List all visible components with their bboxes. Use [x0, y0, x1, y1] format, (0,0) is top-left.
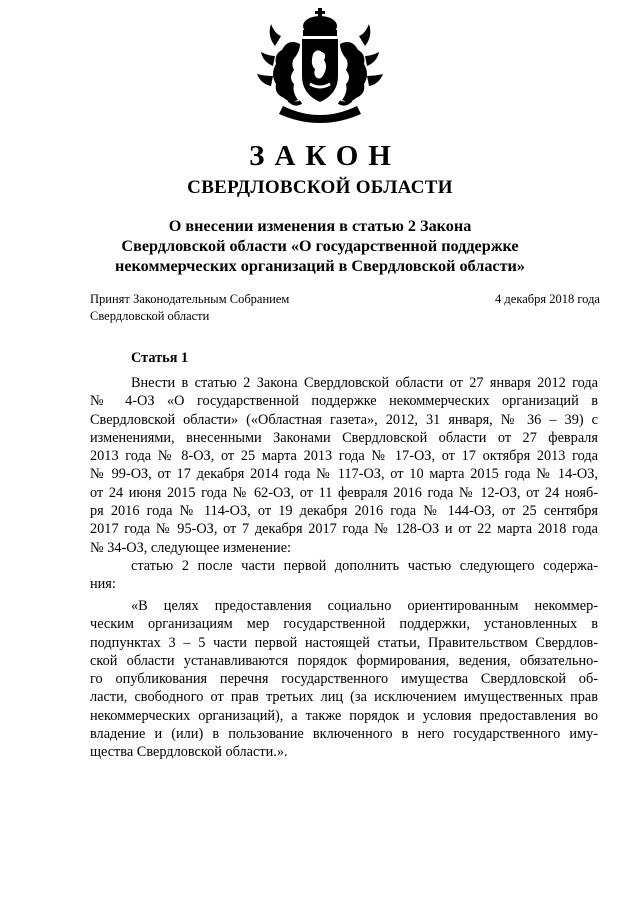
paragraph-line: 2013 года № 8-ОЗ, от 25 марта 2013 года № 17-ОЗ, от 17 октября 2013 года — [90, 448, 598, 465]
law-region: СВЕРДЛОВСКОЙ ОБЛАСТИ — [187, 177, 453, 198]
right-supporter-icon — [340, 24, 383, 102]
paragraph-line: го опубликования перечня государственного имущества Свердловской об- — [90, 671, 598, 688]
paragraph-line: некоммерческих организаций), а также порядок и условия предоставления во — [90, 707, 598, 724]
paragraph-line: изменениями, внесенными Законами Свердловской области от 27 февраля — [90, 429, 598, 446]
paragraph-line: ской области устанавливаются порядок формирования, ведения, обязательно- — [90, 652, 598, 669]
paragraph-line: № 34-ОЗ, следующее изменение: — [90, 539, 292, 556]
paragraph-line: 2017 года № 95-ОЗ, от 7 декабря 2017 года № 128-ОЗ и от 22 марта 2018 года — [90, 521, 598, 538]
subtitle-line: О внесении изменения в статью 2 Закона — [168, 217, 472, 235]
article-heading: Статья 1 — [131, 350, 189, 366]
article-paragraph-3 — [90, 597, 598, 762]
adoption-body-line: Принят Законодательным Собранием — [90, 292, 290, 306]
subtitle-line: некоммерческих организаций в Свердловской области» — [115, 257, 525, 275]
paragraph-line: Внести в статью 2 Закона Свердловской области от 27 января 2012 года — [131, 375, 598, 391]
paragraph-line: Свердловской области» («Областная газета», 2012, 31 января, № 36 – 39) с — [90, 411, 598, 428]
paragraph-line: ния: — [90, 576, 116, 593]
paragraph-line: щества Свердловской области.». — [90, 744, 288, 761]
ribbon-icon — [279, 106, 361, 123]
article-paragraph-1 — [90, 374, 598, 557]
paragraph-line: № 4-ОЗ «О государственной поддержке некоммерческих организаций в — [90, 393, 598, 410]
crown-icon — [303, 8, 337, 36]
paragraph-line: подпунктах 3 – 5 части первой настоящей статьи, Правительством Свердлов- — [90, 634, 598, 651]
adoption-body-line: Свердловской области — [90, 309, 210, 323]
subtitle-line: Свердловской области «О государственной поддержке — [121, 237, 519, 255]
law-title: ЗАКОН — [249, 140, 401, 172]
adoption-body — [90, 291, 289, 325]
paragraph-line: № 99-ОЗ, от 17 декабря 2014 года № 117-ОЗ, от 10 марта 2015 года № 14-ОЗ, — [90, 466, 598, 483]
paragraph-line: ласти, свободного от прав третьих лиц (за исключением имущественных прав — [90, 689, 598, 706]
paragraph-line: статью 2 после части первой дополнить частью следующего содержа- — [131, 558, 598, 574]
paragraph-line: от 24 июня 2015 года № 62-ОЗ, от 11 февраля 2016 года № 12-ОЗ, от 24 нояб- — [90, 484, 598, 501]
law-subtitle — [100, 216, 540, 276]
adoption-date: 4 декабря 2018 года — [495, 292, 600, 306]
article-paragraph-2 — [90, 557, 598, 594]
paragraph-line: ческим организациям мер государственной поддержки, установленных в — [90, 616, 598, 633]
paragraph-line: ря 2016 года № 114-ОЗ, от 19 декабря 2016 года № 144-ОЗ, от 25 сентября — [90, 503, 598, 520]
paragraph-line: владение и (или) в пользование включенного в него государственного иму- — [90, 726, 598, 743]
left-supporter-icon — [257, 24, 300, 102]
coat-of-arms-emblem — [255, 6, 385, 130]
paragraph-line: «В целях предоставления социально ориентированным некоммер- — [131, 598, 598, 614]
